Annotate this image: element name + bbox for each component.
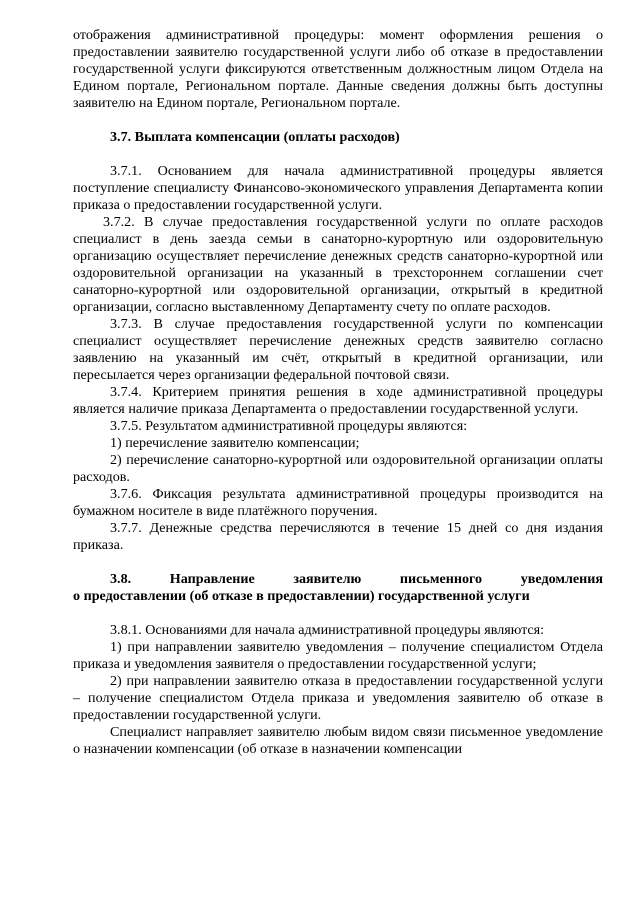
list-item-3-8-1-1: 1) при направлении заявителю уведомления – получение специалистом Отдела приказа и уведомления заявителя о предоставлении государственной услуги;	[73, 639, 603, 672]
list-item-3-7-5-2: 2) перечисление санаторно-курортной или оздоровительной организации оплаты расходов.	[73, 452, 603, 485]
list-item-3-8-1-2: 2) при направлении заявителю отказа в предоставлении государственной услуги – получение специалистом Отдела приказа и уведомления заявителю об отказе в предоставлении государственной услуги.	[73, 673, 603, 723]
spacer	[73, 605, 603, 622]
list-item-3-7-5-1: 1) перечисление заявителю компенсации;	[110, 435, 360, 451]
paragraph-3-7-5: 3.7.5. Результатом административной процедуры являются:	[110, 418, 468, 434]
paragraph-3-7-4: 3.7.4. Критерием принятия решения в ходе административной процедуры является наличие приказа Департамента о предоставлении государственной услуги.	[73, 384, 603, 417]
section-3-8-heading-line2: о предоставлении (об отказе в предоставлении) государственной услуги	[73, 588, 530, 604]
paragraph-3-7-3: 3.7.3. В случае предоставления государственной услуги по компенсации специалист осуществляет перечисление денежных средств заявителю согласно заявлению на указанный им счёт, открытый в кредитной организации, или пересылается через организации федеральной почтовой связи.	[73, 316, 603, 383]
spacer	[73, 146, 603, 163]
intro-continuation: отображения административной процедуры: момент оформления решения о предоставлении заявителю государственной услуги либо об отказе в предоставлении государственной услуги фиксируются ответственным должностным лицом Отдела на Едином портале, Региональном портале. Данные сведения должны быть доступны заявителю на Едином портале, Региональном портале.	[73, 27, 603, 111]
document-page	[73, 27, 603, 758]
paragraph-specialist-notice: Специалист направляет заявителю любым видом связи письменное уведомление о назначении компенсации (об отказе в назначении компенсации	[73, 724, 603, 757]
spacer	[73, 554, 603, 571]
section-3-7-heading: 3.7. Выплата компенсации (оплаты расходов)	[110, 129, 400, 145]
paragraph-3-7-2: 3.7.2. В случае предоставления государственной услуги по оплате расходов специалист в день заезда семьи в санаторно-курортную или оздоровительную организацию осуществляет перечисление денежных средств санаторно-курортной или оздоровительной организации на указанный в трехстороннем соглашении счет санаторно-курортной или оздоровительной организации, открытый в кредитной организации, согласно выставленному Департаменту счету по оплате расходов.	[73, 214, 603, 315]
spacer	[73, 112, 603, 129]
paragraph-3-7-7: 3.7.7. Денежные средства перечисляются в течение 15 дней со дня издания приказа.	[73, 520, 603, 553]
section-3-8-heading-line1: 3.8. Направление заявителю письменного уведомления	[110, 571, 603, 587]
paragraph-3-7-6: 3.7.6. Фиксация результата административной процедуры производится на бумажном носителе в виде платёжного поручения.	[73, 486, 603, 519]
paragraph-3-7-1: 3.7.1. Основанием для начала административной процедуры является поступление специалисту Финансово-экономического управления Департамента копии приказа о предоставлении государственной услуги.	[73, 163, 603, 213]
paragraph-3-8-1: 3.8.1. Основаниями для начала административной процедуры являются:	[110, 622, 545, 638]
